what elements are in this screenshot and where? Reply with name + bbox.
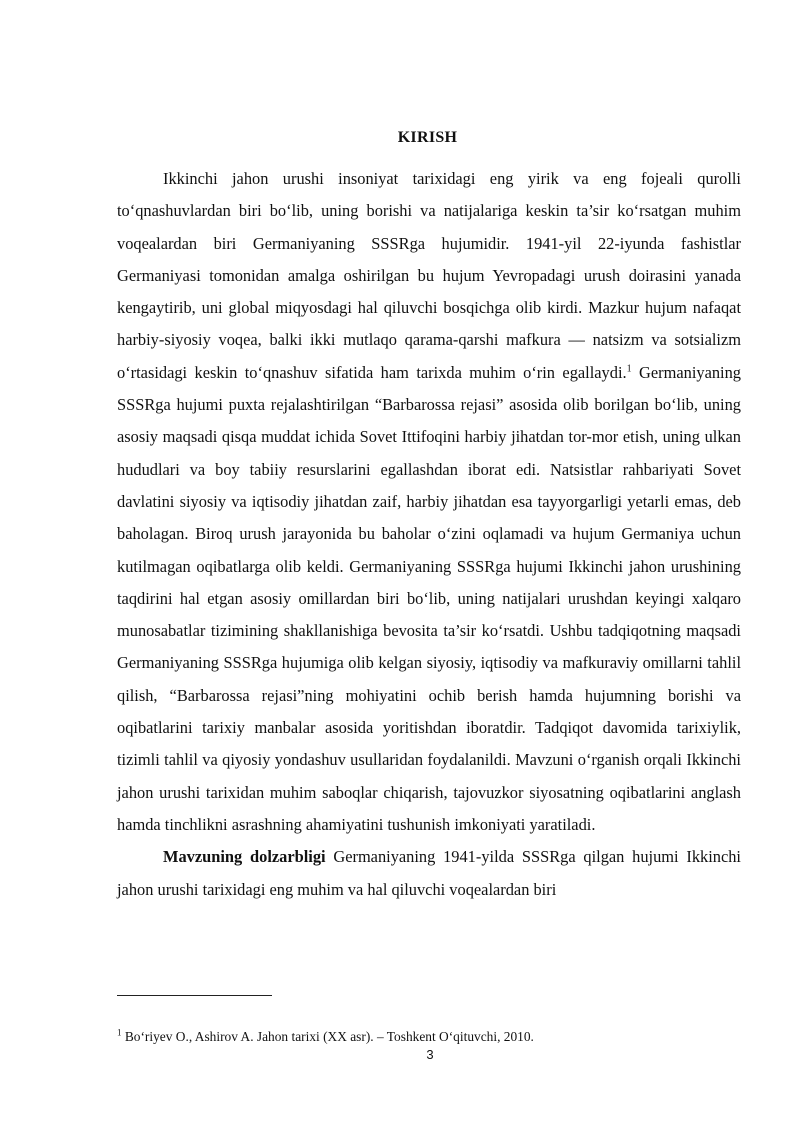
- relevance-lead: Mavzuning dolzarbligi: [163, 847, 326, 867]
- intro-text-part-1: Ikkinchi jahon urushi insoniyat tarixidagi eng yirik va eng fojeali qurolli to‘qnashuvlardan biri bo‘lib, uning borishi va natijalariga keskin ta’sir ko‘rsatgan muhim voqealardan biri Germaniyaning SSSRga hujumidir. 1941-yil 22-iyunda fashistlar Germaniyasi tomonidan amalga oshirilgan bu hujum Yevropadagi urush doirasini yanada kengaytirib, uni global miqyosdagi hal qiluvchi bosqichga olib kirdi. Mazkur hujum nafaqat harbiy-siyosiy voqea, balki ikki mutlaqo qarama-qarshi mafkura — natsizm va sotsializm o‘rtasidagi keskin to‘qnashuv sifatida ham tarixda muhim o‘rin egallaydi.: [117, 169, 741, 382]
- footnote-text: Bo‘riyev O., Ashirov A. Jahon tarixi (XX asr). – Toshkent O‘qituvchi, 2010.: [121, 1029, 534, 1044]
- intro-paragraph: [117, 163, 741, 841]
- footnote-reference[interactable]: 1: [626, 363, 632, 375]
- relevance-text: Germaniyaning 1941-yilda SSSRga qilgan hujumi Ikkinchi jahon urushi tarixidagi eng muhim va hal qiluvchi voqealardan biri: [117, 847, 741, 899]
- section-heading: KIRISH: [397, 129, 458, 146]
- footnote: [117, 1029, 741, 1045]
- intro-text-part-2: Germaniyaning SSSRga hujumi puxta rejalashtirilgan “Barbarossa rejasi” asosida olib borilgan bo‘lib, uning asosiy maqsadi qisqa muddat ichida Sovet Ittifoqini harbiy jihatdan tor-mor etish, uning ulkan hududlari va boy tabiiy resurslarini egallashdan iborat edi. Natsistlar rahbariyati Sovet davlatini siyosiy va iqtisodiy jihatdan zaif, harbiy jihatdan esa tayyorgarligi yetarli emas, deb baholagan. Biroq urush jarayonida bu baholar o‘zini oqlamadi va hujum Germaniya uchun kutilmagan oqibatlarga olib keldi. Germaniyaning SSSRga hujumi Ikkinchi jahon urushining taqdirini hal etgan asosiy omillardan biri bo‘lib, uning natijalari urushdan keyingi xalqaro munosabatlar tizimining shakllanishiga bevosita ta’sir ko‘rsatdi. Ushbu tadqiqotning maqsadi Germaniyaning SSSRga hujumiga olib kelgan siyosiy, iqtisodiy va mafkuraviy omillarni tahlil qilish, “Barbarossa rejasi”ning mohiyatini ochib berish hamda hujumning borishi va oqibatlarini tarixiy manbalar asosida yoritishdan iboratdir. Tadqiqot davomida tarixiylik, tizimli tahlil va qiyosiy yondashuv usullaridan foydalanildi. Mavzuni o‘rganish orqali Ikkinchi jahon urushi tarixidan muhim saboqlar chiqarish, tajovuzkor siyosatning oqibatlarini anglash hamda tinchlikni asrashning ahamiyatini tushunish imkoniyati yaratiladi.: [117, 362, 741, 834]
- footnote-mark: 1: [117, 1027, 122, 1038]
- page-number: 3: [426, 1047, 434, 1062]
- footnote-separator: [117, 995, 272, 996]
- body-text: [117, 163, 741, 906]
- relevance-paragraph: [117, 841, 741, 906]
